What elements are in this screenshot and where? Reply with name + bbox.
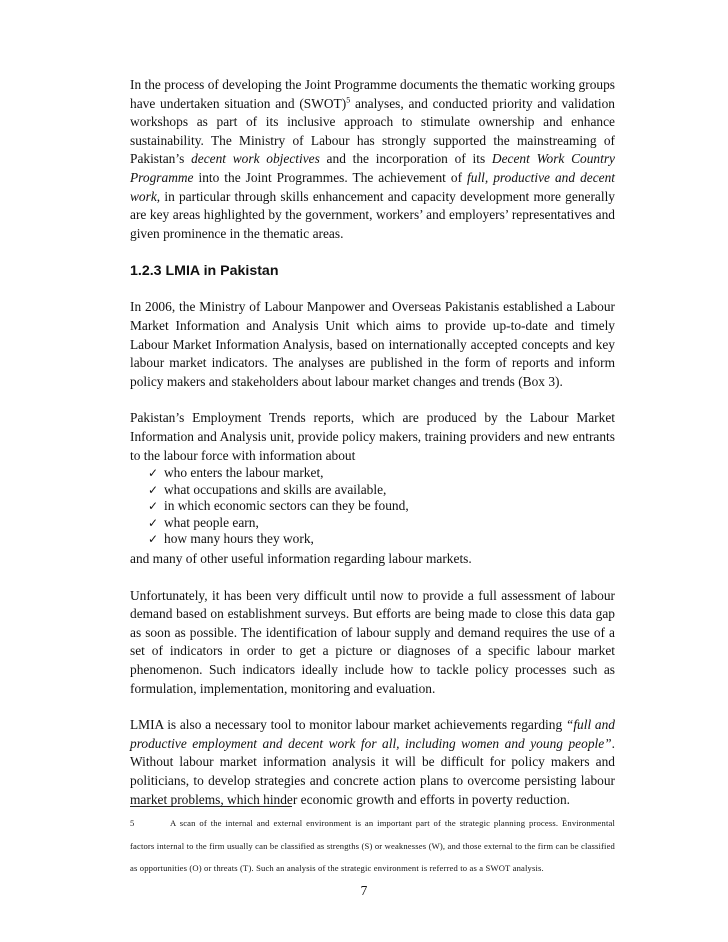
list-item-text: in which economic sectors can they be found, [164,498,409,514]
list-item-text: how many hours they work, [164,531,314,547]
intro-text-4: into the Joint Programmes. The achievement of [193,169,468,185]
footnote [130,812,615,880]
intro-emphasis-2: Decent Work Country Programme [130,151,615,185]
paragraph-lmia-tool [130,716,615,809]
list-item [148,531,615,548]
paragraph-lmia-unit: In 2006, the Ministry of Labour Manpower and Overseas Pakistanis established a Labour Market Information and Analysis Unit which aims to provide up-to-date and timely Labour Market Information Analysis, based on internationally accepted concepts and key labour market indicators. The analyses are published in the form of reports and inform policy makers and stakeholders about labour market changes and trends (Box 3). [130,299,615,389]
intro-text-1: In the process of developing the Joint Programme documents the thematic working groups have undertaken situation and (SWOT) [130,77,615,111]
list-item-text: what people earn, [164,514,259,530]
intro-text-3: and the incorporation of its [319,151,492,167]
intro-paragraph [130,76,615,243]
intro-emphasis-3: full, productive and decent work [130,169,616,204]
page-body [130,76,615,809]
intro-text-2: analyses, and conducted priority and validation workshops as part of its inclusive approach to stimulate ownership and enhance sustainability. The Ministry of Labour has strongly supported the mainstreaming of Pakistan’s [130,95,615,167]
bullet-list [130,465,615,548]
intro-text-5: , in particular through skills enhancement and capacity development more generally are key areas highlighted by the government, workers’ and employers’ representatives and given prominence in the thematic areas. [130,188,615,241]
check-mark-icon: ✓ [148,515,159,530]
paragraph-data-gap: Unfortunately, it has been very difficult until now to provide a full assessment of labour demand based on establishment surveys. But efforts are being made to close this data gap as soon as possible. The identification of labour supply and demand requires the use of a set of indicators in order to get a picture or diagnoses of a specific labour market phenomenon. Such indicators ideally include how to tackle policy processes such as formulation, implementation, monitoring and evaluation. [130,587,615,696]
check-mark-icon: ✓ [148,532,159,547]
check-mark-icon: ✓ [148,499,159,514]
list-item [148,515,615,532]
list-item-text: what occupations and skills are available, [164,481,387,497]
page-number: 7 [360,883,368,898]
intro-emphasis-1: decent work objectives [191,151,320,167]
list-item-text: who enters the labour market, [164,465,324,481]
footnote-divider [130,806,292,807]
lmia-emphasis: “full and productive employment and decent work for all, including women and young people” [130,717,615,751]
check-mark-icon: ✓ [148,466,159,481]
footnote-reference[interactable]: 5 [346,95,351,105]
footnote-mark: 5 [130,818,135,828]
paragraph-employment-trends-lead: Pakistan’s Employment Trends reports, which are produced by the Labour Market Information and Analysis unit, provide policy makers, training providers and new entrants to the labour force with information about [130,410,615,463]
footnote-text: A scan of the internal and external environment is an important part of the strategic planning process. Environmental factors internal to the firm usually can be classified as strengths (S) or weaknesses (W), and those external to the firm can be classified as opportunities (O) or threats (T). Such an analysis of the strategic environment is referred to as a SWOT analysis. [130,818,615,873]
paragraph-employment-trends-tail: and many of other useful information regarding labour markets. [130,551,472,567]
list-item [148,498,615,515]
list-item [148,465,615,482]
lmia-text-1: LMIA is also a necessary tool to monitor labour market achievements regarding [130,717,566,733]
list-item [148,482,615,499]
section-heading: 1.2.3 LMIA in Pakistan [130,263,279,280]
check-mark-icon: ✓ [148,482,159,497]
lmia-text-2: . Without labour market information analysis it will be difficult for policy makers and politicians, to develop strategies and concrete action plans to overcome persisting labour market problems, which hinder economic growth and efforts in poverty reduction. [130,735,615,807]
